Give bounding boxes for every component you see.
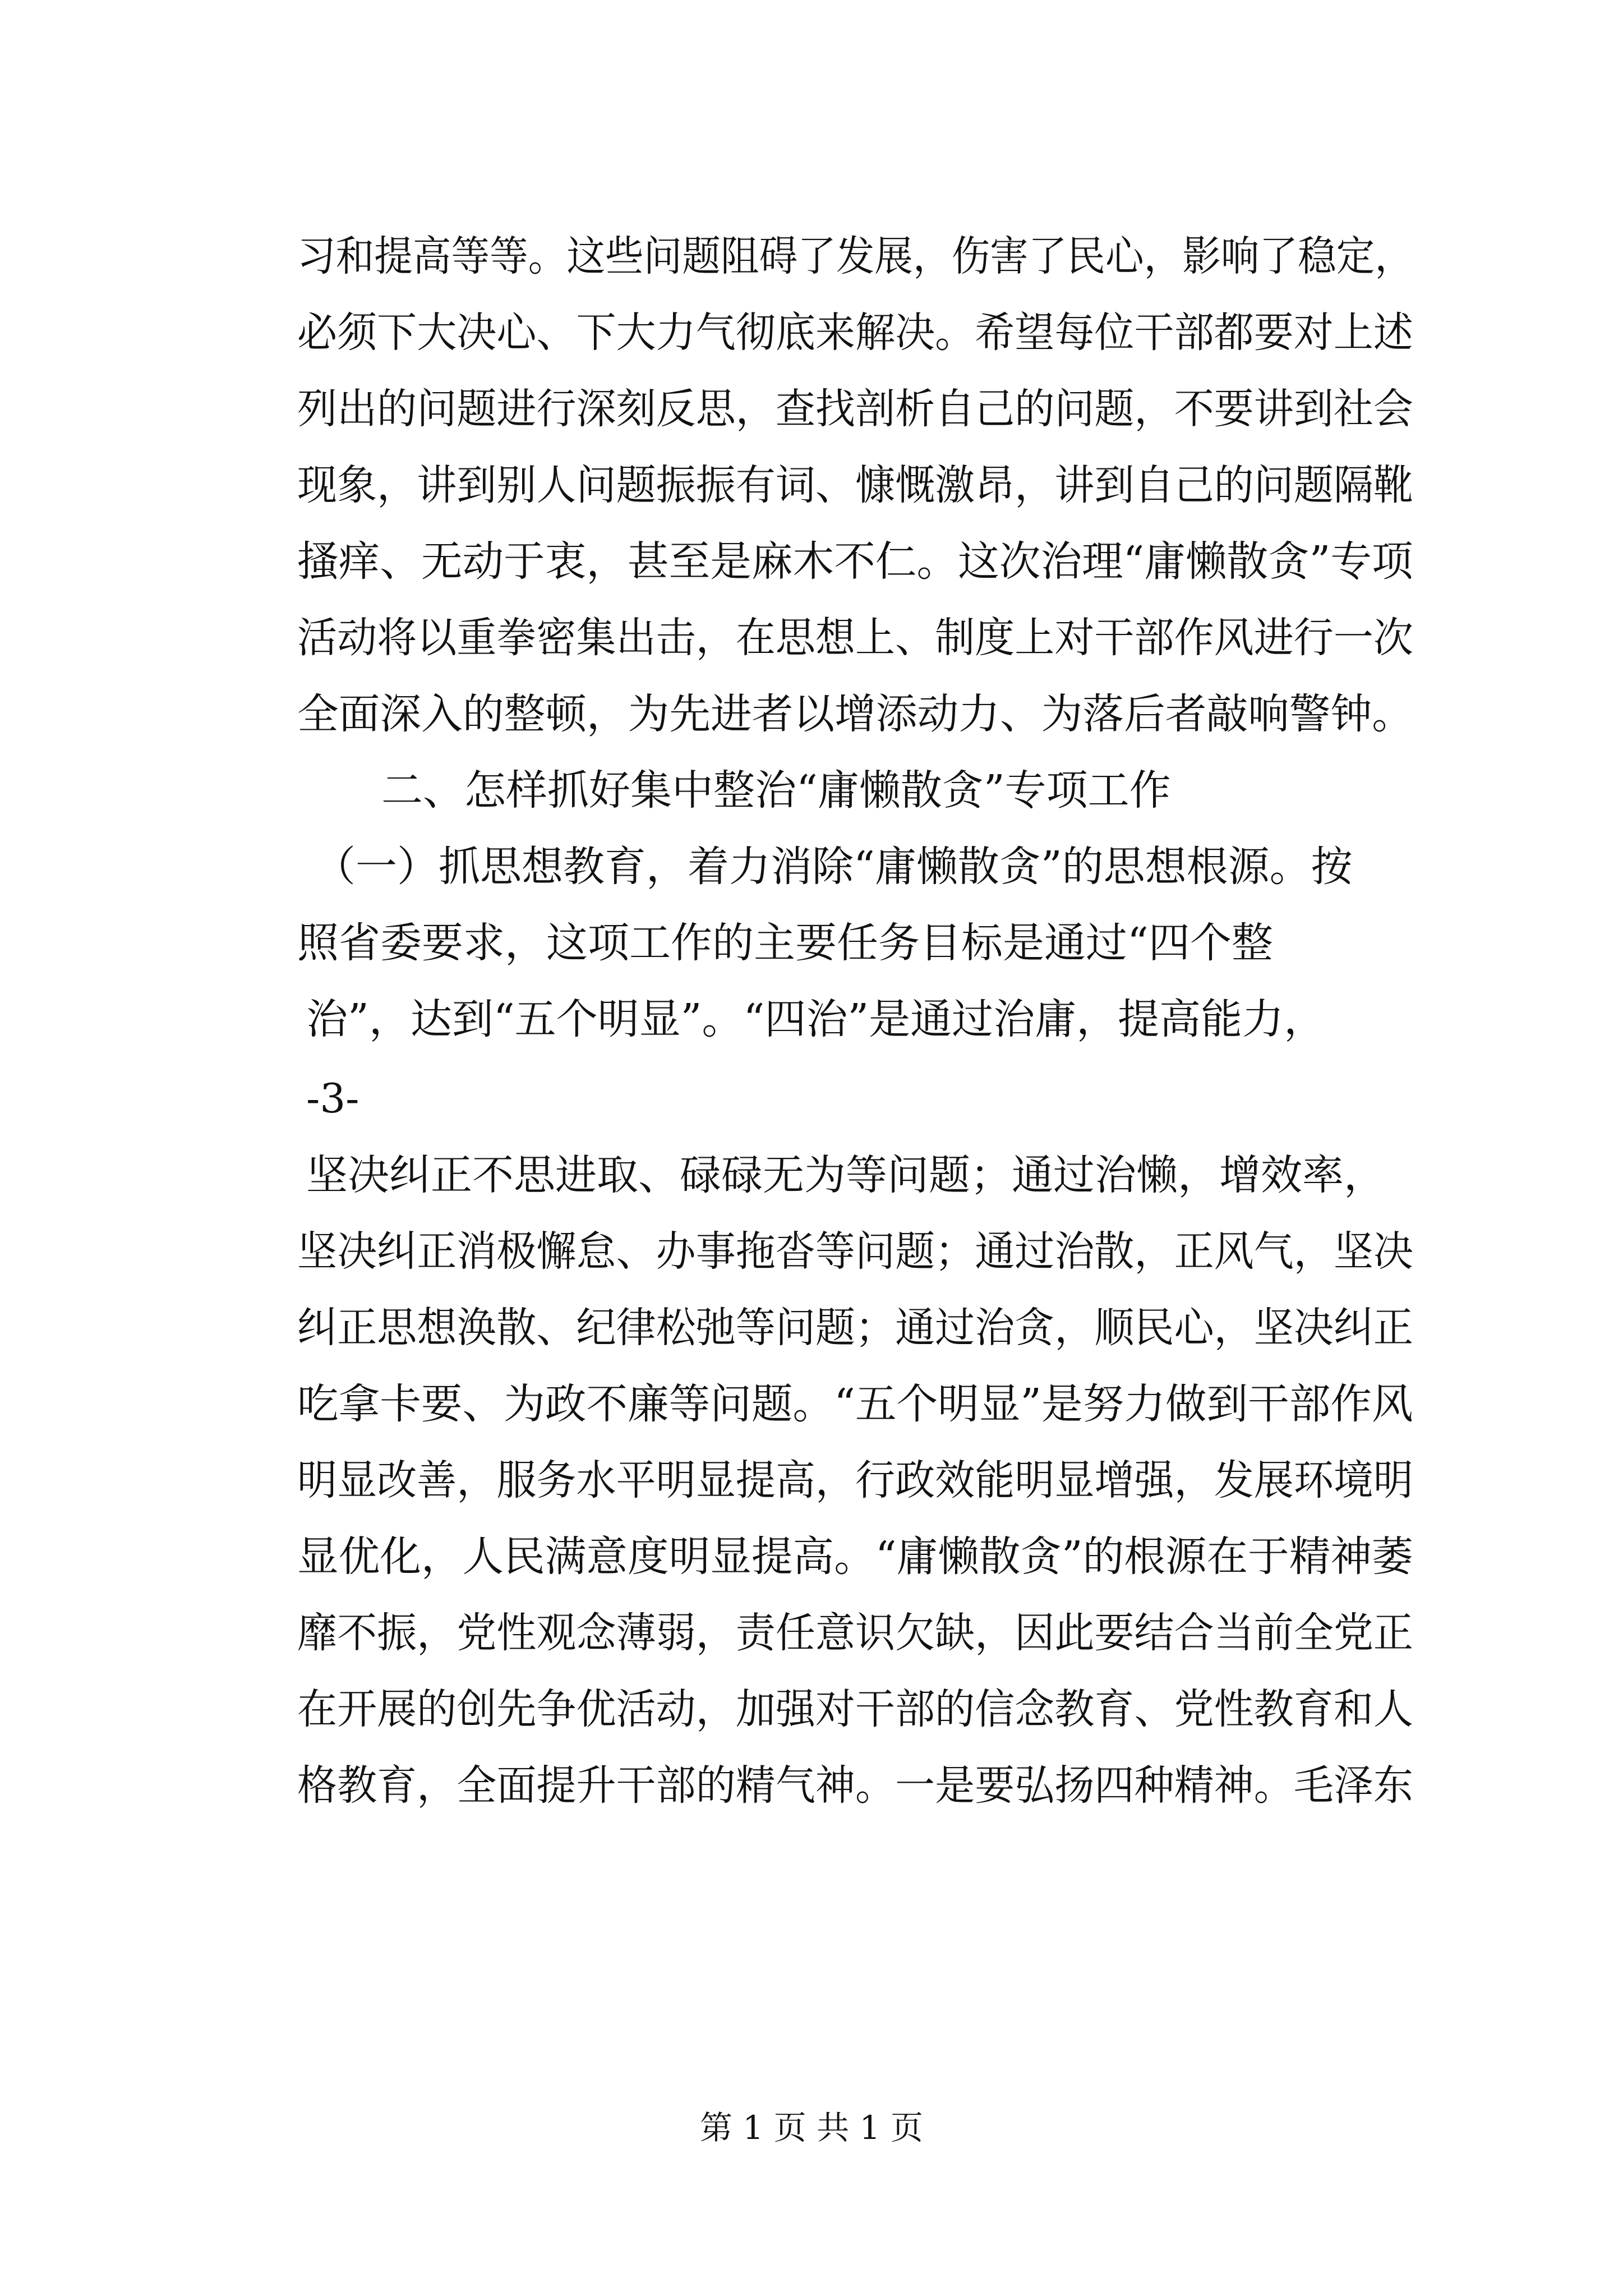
page-footer: 第 1 页 共 1 页 <box>700 2109 923 2147</box>
text-line-11: 治”，达到“五个明显”。“四治”是通过治庸，提高能力， <box>306 995 1326 1043</box>
text-line-19: 在开展的创先争优活动，加强对干部的信念教育、党性教育和人 <box>297 1685 1413 1733</box>
text-line-2: 必须下大决心、下大力气彻底来解决。希望每位干部都要对上述 <box>297 309 1413 357</box>
text-line-4: 现象，讲到别人问题振振有词、慷慨激昂，讲到自己的问题隔靴 <box>297 461 1413 509</box>
text-line-1: 习和提高等等。这些问题阻碍了发展，伤害了民心，影响了稳定， <box>297 232 1413 280</box>
text-line-9: （一）抓思想教育，着力消除“庸懒散贪”的思想根源。按 <box>314 843 1353 891</box>
text-line-20: 格教育，全面提升干部的精气神。一是要弘扬四种精神。毛泽东 <box>297 1761 1413 1810</box>
text-line-12: 坚决纠正不思进取、碌碌无为等问题；通过治懒，增效率， <box>306 1151 1385 1199</box>
text-line-16: 明显改善，服务水平明显提高，行政效能明显增强，发展环境明 <box>297 1456 1413 1504</box>
text-line-13: 坚决纠正消极懈怠、办事拖沓等问题；通过治散，正风气，坚决 <box>297 1227 1413 1276</box>
text-line-17: 显优化，人民满意度明显提高。“庸懒散贪”的根源在于精神萎 <box>297 1533 1413 1581</box>
text-line-3: 列出的问题进行深刻反思，查找剖析自己的问题，不要讲到社会 <box>297 385 1413 433</box>
text-line-5: 搔痒、无动于衷，甚至是麻木不仁。这次治理“庸懒散贪”专项 <box>297 537 1413 586</box>
text-line-14: 纠正思想涣散、纪律松弛等问题；通过治贪，顺民心，坚决纠正 <box>297 1304 1413 1352</box>
section-heading-2: 二、怎样抓好集中整治“庸懒散贪”专项工作 <box>381 766 1171 815</box>
text-line-15: 吃拿卡要、为政不廉等问题。“五个明显”是努力做到干部作风 <box>297 1380 1413 1428</box>
text-line-18: 靡不振，党性观念薄弱，责任意识欠缺，因此要结合当前全党正 <box>297 1609 1413 1657</box>
text-line-6: 活动将以重拳密集出击，在思想上、制度上对干部作风进行一次 <box>297 614 1413 662</box>
inline-page-number: -3- <box>306 1075 359 1122</box>
text-line-7: 全面深入的整顿，为先进者以增添动力、为落后者敲响警钟。 <box>297 690 1413 738</box>
text-line-10: 照省委要求，这项工作的主要任务目标是通过“四个整 <box>297 919 1273 967</box>
